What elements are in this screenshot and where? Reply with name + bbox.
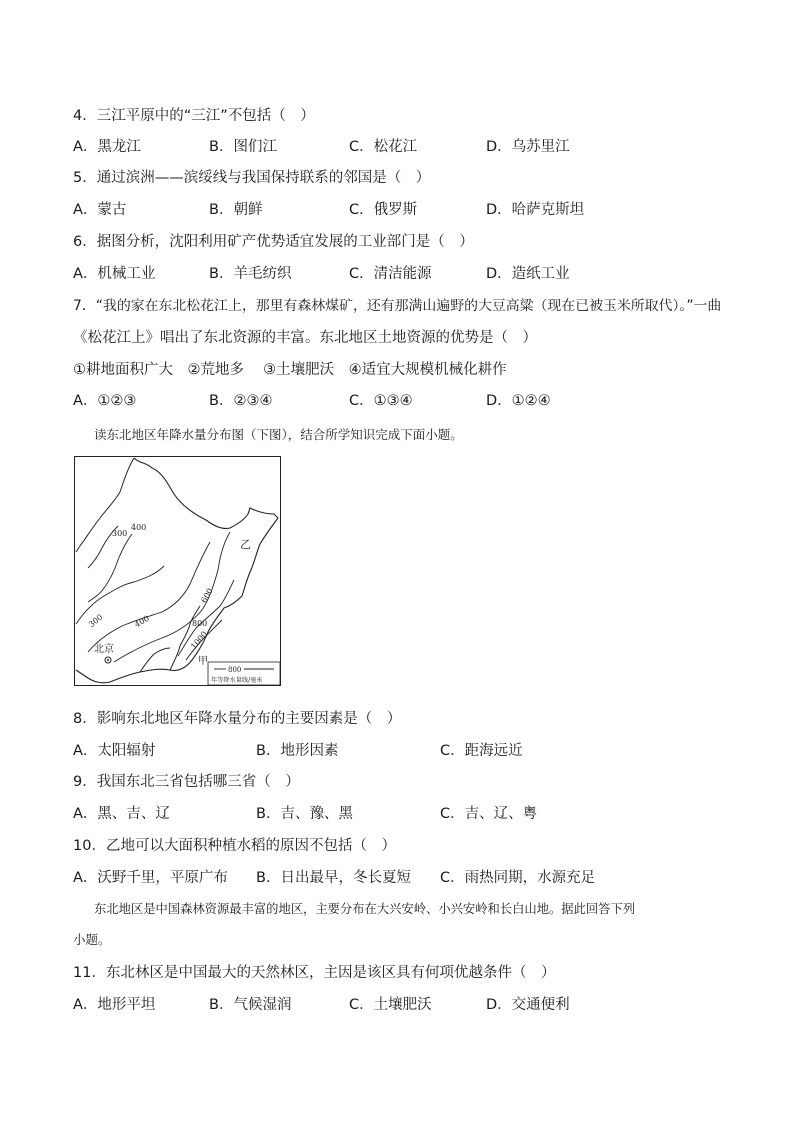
place-yi-label: 乙 <box>240 538 251 551</box>
map-intro-text: 读东北地区年降水量分布图（下图），结合所学知识完成下面小题。 <box>94 427 463 442</box>
legend-value: 800 <box>228 666 242 674</box>
place-jia-label: 甲 <box>198 656 208 667</box>
q8-option-b[interactable]: B．地形因素 <box>256 743 339 759</box>
q7-option-d[interactable]: D．①②④ <box>486 393 551 409</box>
question-8-stem: 8．影响东北地区年降水量分布的主要因素是（ ） <box>73 711 402 727</box>
q5-option-a[interactable]: A．蒙古 <box>73 202 127 218</box>
q4-option-b[interactable]: B．图们江 <box>209 139 277 155</box>
contour-label-800: 800 <box>192 619 208 628</box>
q4-option-d[interactable]: D．乌苏里江 <box>486 139 570 155</box>
q11-option-a[interactable]: A．地形平坦 <box>73 997 156 1013</box>
q11-option-c[interactable]: C．土壤肥沃 <box>349 997 432 1013</box>
contour-label-1000: 1000 <box>189 629 210 651</box>
q11-option-d[interactable]: D．交通便利 <box>486 997 570 1013</box>
q6-option-a[interactable]: A．机械工业 <box>73 266 156 282</box>
q4-option-c[interactable]: C．松花江 <box>349 139 418 155</box>
question-11-stem: 11．东北林区是中国最大的天然林区，主因是该区具有何项优越条件（ ） <box>73 965 556 981</box>
question-7-stem-line1: 7．“我的家在东北松花江上，那里有森林煤矿，还有那满山遍野的大豆高粱（现在已被玉米所取代）。”一曲 <box>73 298 722 314</box>
question-4-stem: 4．三江平原中的“三江”不包括（ ） <box>73 108 315 124</box>
q11-option-b[interactable]: B．气候湿润 <box>209 997 292 1013</box>
q6-option-d[interactable]: D．造纸工业 <box>486 266 570 282</box>
legend-caption: 年等降水量线/毫米 <box>211 677 263 684</box>
q7-option-c[interactable]: C．①③④ <box>349 393 413 409</box>
forest-intro-line1: 东北地区是中国森林资源最丰富的地区，主要分布在大兴安岭、小兴安岭和长白山地。据此回答下列 <box>94 902 636 916</box>
forest-intro-line2: 小题。 <box>73 932 111 947</box>
question-7-stem-line2: 《松花江上》唱出了东北资源的丰富。东北地区土地资源的优势是（ ） <box>73 330 537 346</box>
contour-label-400-south: 400 <box>133 613 151 630</box>
contour-label-300-south: 300 <box>87 612 105 630</box>
q7-option-a[interactable]: A．①②③ <box>73 393 137 409</box>
contour-label-300-north: 300 <box>112 529 128 538</box>
question-10-stem: 10．乙地可以大面积种植水稻的原因不包括（ ） <box>73 838 396 854</box>
q10-option-b[interactable]: B．日出最早，冬长夏短 <box>256 870 411 886</box>
q10-option-a[interactable]: A．沃野千里，平原广布 <box>73 870 228 886</box>
beijing-label: 北京 <box>94 644 114 655</box>
q9-option-c[interactable]: C．吉、辽、粤 <box>440 806 538 822</box>
q5-option-c[interactable]: C．俄罗斯 <box>349 202 418 218</box>
contour-label-600: 600 <box>199 586 215 605</box>
precipitation-map <box>74 456 281 686</box>
contour-label-400-north: 400 <box>131 523 147 532</box>
question-7-items: ①耕地面积广大 ②荒地多 ③土壤肥沃 ④适宜大规模机械化耕作 <box>73 362 507 378</box>
q5-option-b[interactable]: B．朝鲜 <box>209 202 263 218</box>
question-9-stem: 9．我国东北三省包括哪三省（ ） <box>73 774 300 790</box>
q10-option-c[interactable]: C．雨热同期，水源充足 <box>440 870 596 886</box>
q9-option-b[interactable]: B．吉、豫、黑 <box>256 806 353 822</box>
q9-option-a[interactable]: A．黑、吉、辽 <box>73 806 170 822</box>
q8-option-c[interactable]: C．距海远近 <box>440 743 523 759</box>
q5-option-d[interactable]: D．哈萨克斯坦 <box>486 202 585 218</box>
q4-option-a[interactable]: A．黑龙江 <box>73 139 141 155</box>
q6-option-c[interactable]: C．清洁能源 <box>349 266 432 282</box>
q6-option-b[interactable]: B．羊毛纺织 <box>209 266 292 282</box>
beijing-marker-dot <box>107 659 109 661</box>
q8-option-a[interactable]: A．太阳辐射 <box>73 743 156 759</box>
question-6-stem: 6．据图分析，沈阳利用矿产优势适宜发展的工业部门是（ ） <box>73 234 474 250</box>
question-5-stem: 5．通过滨洲——滨绥线与我国保持联系的邻国是（ ） <box>73 170 431 186</box>
q7-option-b[interactable]: B．②③④ <box>209 393 273 409</box>
